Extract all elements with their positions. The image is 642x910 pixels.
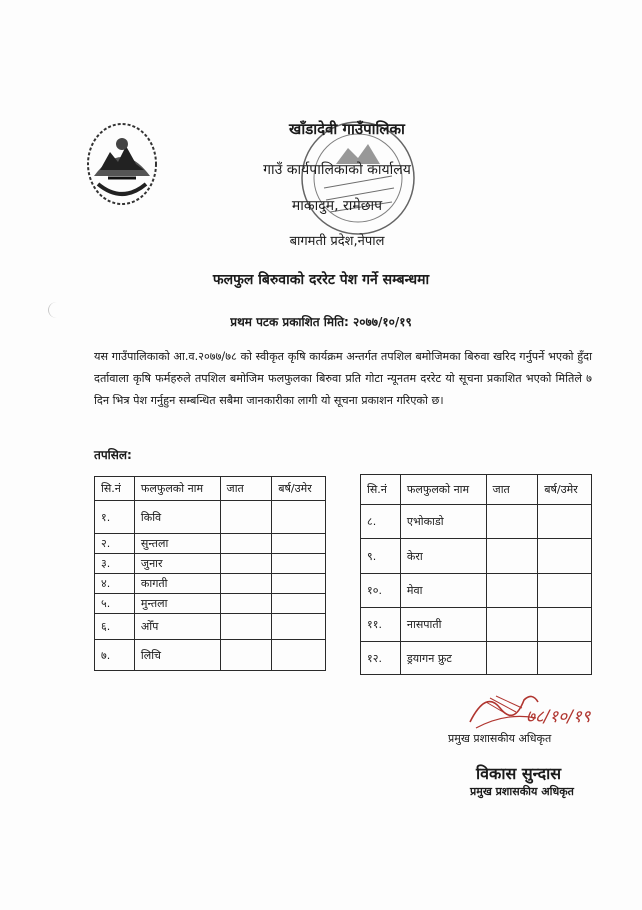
cell-breed xyxy=(486,574,538,608)
cell-sn: ६. xyxy=(95,614,135,640)
cell-age xyxy=(272,640,326,671)
cell-sn: १०. xyxy=(361,574,401,608)
cell-sn: ४. xyxy=(95,574,135,594)
cell-fruit-name: लिचि xyxy=(134,640,220,671)
cell-age xyxy=(272,614,326,640)
cell-age xyxy=(538,642,592,675)
cell-age xyxy=(272,501,326,534)
signatory-title-upper: प्रमुख प्रशासकीय अधिकृत xyxy=(448,732,552,745)
table-row xyxy=(361,505,592,539)
col-header-name: फलफुलको नाम xyxy=(134,477,220,501)
col-header-name: फलफुलको नाम xyxy=(400,475,486,505)
cell-age xyxy=(272,554,326,574)
cell-breed xyxy=(220,534,272,554)
cell-fruit-name: सुन्तला xyxy=(134,534,220,554)
cell-fruit-name: किवि xyxy=(134,501,220,534)
cell-sn: २. xyxy=(95,534,135,554)
office-name: गाउँ कार्यपालिकाको कार्यालय xyxy=(263,162,411,178)
cell-breed xyxy=(486,505,538,539)
cell-breed xyxy=(220,554,272,574)
cell-breed xyxy=(486,642,538,675)
cell-age xyxy=(272,594,326,614)
cell-sn: ९. xyxy=(361,539,401,574)
cell-age xyxy=(538,574,592,608)
cell-fruit-name: ड्रयागन फ्रुट xyxy=(400,642,486,675)
notice-subject: फलफुल बिरुवाको दररेट पेश गर्ने सम्बन्धमा xyxy=(212,272,430,288)
cell-fruit-name: मेवा xyxy=(400,574,486,608)
cell-sn: १. xyxy=(95,501,135,534)
fruit-table-left xyxy=(94,476,326,671)
handwritten-signature xyxy=(466,682,596,734)
table-row xyxy=(95,501,326,534)
cell-sn: १२. xyxy=(361,642,401,675)
cell-breed xyxy=(486,608,538,642)
signatory-name: विकास सुन्दास xyxy=(476,764,562,783)
cell-age xyxy=(538,505,592,539)
fruit-table-right xyxy=(360,474,592,675)
table-row xyxy=(361,539,592,574)
col-header-breed: जात xyxy=(220,477,272,501)
cell-breed xyxy=(220,594,272,614)
cell-breed xyxy=(220,640,272,671)
table-header-row xyxy=(361,475,592,505)
svg-text:७८/१०/१९: ७८/१०/१९ xyxy=(526,707,591,727)
col-header-sn: सि.नं xyxy=(361,475,401,505)
cell-fruit-name: जुनार xyxy=(134,554,220,574)
notice-body: यस गाउँपालिकाको आ.व.२०७७/७८ को स्वीकृत कृषि कार्यक्रम अन्तर्गत तपशिल बमोजिमका बिरुवा खरिद गर्नुपर्ने भएको हुँदा दर्तावाला कृषि फर्महरुले तपशिल बमोजिम फलफुलका बिरुवा प्रति गोटा न्यूनतम दररेट यो सूचना प्रकाशित भएको मितिले ७ दिन भित्र पेश गर्नुहुन सम्बन्धित सबैमा जानकारीका लागी यो सूचना प्रकाशन गरिएको छ। xyxy=(94,350,592,407)
table-header-row xyxy=(95,477,326,501)
table-row xyxy=(95,574,326,594)
cell-sn: ३. xyxy=(95,554,135,574)
col-header-age: बर्ष/उमेर xyxy=(272,477,326,501)
cell-breed xyxy=(220,574,272,594)
cell-age xyxy=(272,534,326,554)
cell-sn: ११. xyxy=(361,608,401,642)
cell-breed xyxy=(220,614,272,640)
signatory-title-lower: प्रमुख प्रशासकीय अधिकृत xyxy=(470,785,574,798)
col-header-sn: सि.नं xyxy=(95,477,135,501)
col-header-breed: जात xyxy=(486,475,538,505)
table-row xyxy=(95,534,326,554)
cell-fruit-name: ओँप xyxy=(134,614,220,640)
tapasil-label: तपसिल: xyxy=(94,448,132,462)
cell-sn: ५. xyxy=(95,594,135,614)
office-location: माकादुम, रामेछाप xyxy=(291,198,383,214)
col-header-age: बर्ष/उमेर xyxy=(538,475,592,505)
table-row xyxy=(95,594,326,614)
province-name: बागमती प्रदेश,नेपाल xyxy=(289,234,385,249)
cell-age xyxy=(538,608,592,642)
cell-sn: ८. xyxy=(361,505,401,539)
cell-breed xyxy=(486,539,538,574)
table-row xyxy=(361,608,592,642)
table-row xyxy=(95,640,326,671)
cell-fruit-name: कागती xyxy=(134,574,220,594)
cell-fruit-name: एभोकाडो xyxy=(400,505,486,539)
cell-fruit-name: मुन्तला xyxy=(134,594,220,614)
cell-sn: ७. xyxy=(95,640,135,671)
cell-fruit-name: केरा xyxy=(400,539,486,574)
cell-fruit-name: नासपाती xyxy=(400,608,486,642)
table-row xyxy=(95,554,326,574)
org-name: खाँडादेवी गाउँपालिका xyxy=(289,120,405,138)
table-row xyxy=(361,642,592,675)
publish-date: प्रथम पटक प्रकाशित मिति: २०७७/१०/१९ xyxy=(230,315,412,329)
table-row xyxy=(361,574,592,608)
cell-age xyxy=(272,574,326,594)
cell-age xyxy=(538,539,592,574)
table-row xyxy=(95,614,326,640)
cell-breed xyxy=(220,501,272,534)
